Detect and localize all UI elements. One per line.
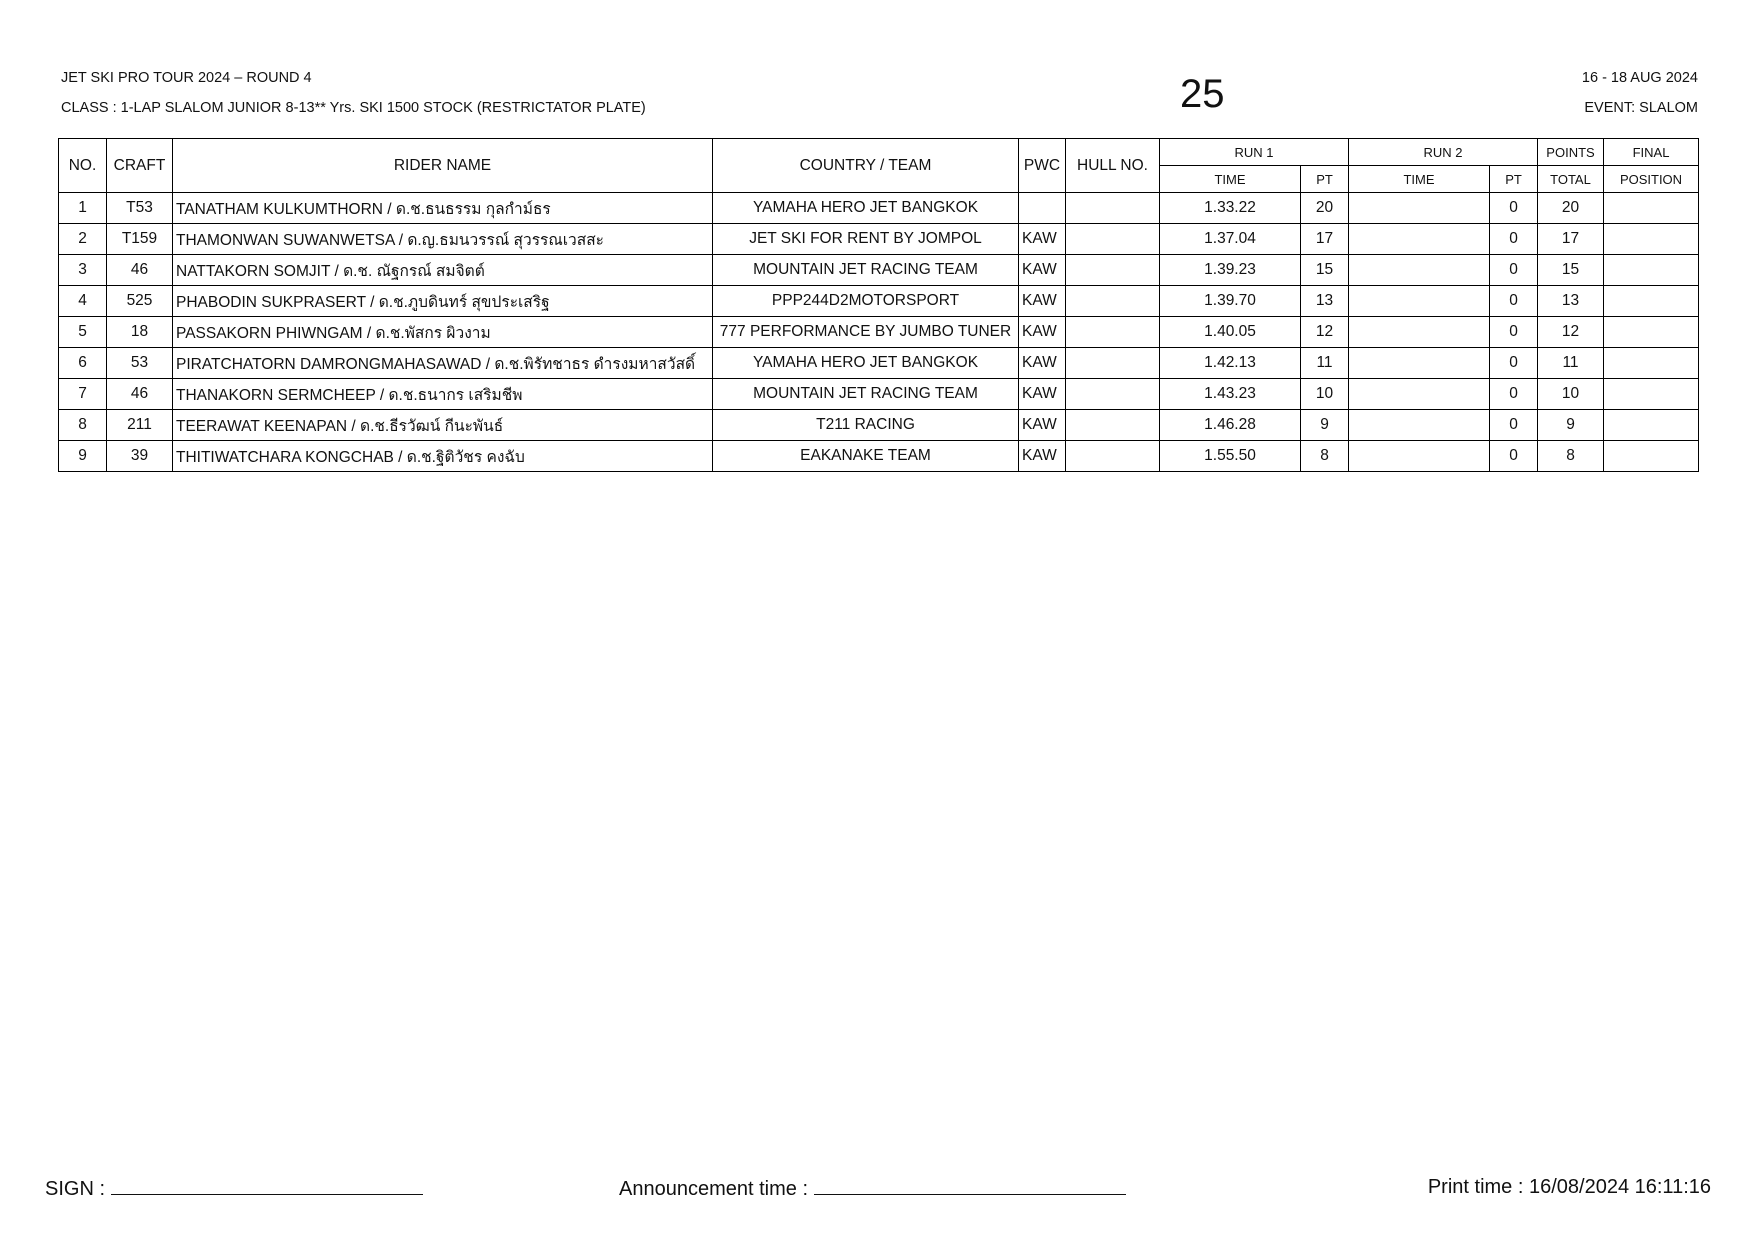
table-row	[59, 441, 1699, 472]
cell-rider-name: PASSAKORN PHIWNGAM / ด.ช.พัสกร ผิวงาม	[173, 317, 713, 348]
cell-pwc: KAW	[1019, 441, 1066, 472]
cell-rider-name: NATTAKORN SOMJIT / ด.ช. ณัฐกรณ์ สมจิตต์	[173, 255, 713, 286]
cell-rider-name: THITIWATCHARA KONGCHAB / ด.ช.ฐิติวัชร คงฉับ	[173, 441, 713, 472]
cell-run1-pt: 17	[1301, 224, 1349, 255]
cell-run1-pt: 20	[1301, 193, 1349, 224]
page-number: 25	[1180, 72, 1225, 116]
cell-points-total: 20	[1538, 193, 1604, 224]
cell-pwc: KAW	[1019, 410, 1066, 441]
cell-run1-pt: 9	[1301, 410, 1349, 441]
cell-final-position	[1604, 224, 1699, 255]
cell-run1-time: 1.37.04	[1160, 224, 1301, 255]
cell-no: 6	[59, 348, 107, 379]
cell-no: 9	[59, 441, 107, 472]
cell-run1-pt: 10	[1301, 379, 1349, 410]
cell-country-team: JET SKI FOR RENT BY JOMPOL	[713, 224, 1019, 255]
cell-rider-name: PIRATCHATORN DAMRONGMAHASAWAD / ด.ช.พิรัทชาธร ดำรงมหาสวัสดิ์	[173, 348, 713, 379]
sign-label: SIGN :	[45, 1178, 106, 1200]
cell-hull-no	[1066, 286, 1160, 317]
cell-run1-time: 1.55.50	[1160, 441, 1301, 472]
cell-final-position	[1604, 348, 1699, 379]
table-row	[59, 193, 1699, 224]
cell-country-team: YAMAHA HERO JET BANGKOK	[713, 193, 1019, 224]
header-points: POINTS	[1538, 139, 1604, 166]
cell-run2-pt: 0	[1490, 410, 1538, 441]
cell-run2-time	[1349, 379, 1490, 410]
cell-points-total: 9	[1538, 410, 1604, 441]
cell-run2-time	[1349, 348, 1490, 379]
cell-final-position	[1604, 286, 1699, 317]
cell-hull-no	[1066, 379, 1160, 410]
announcement-label: Announcement time :	[619, 1178, 808, 1200]
cell-pwc: KAW	[1019, 317, 1066, 348]
cell-rider-name: TEERAWAT KEENAPAN / ด.ช.ธีรวัฒน์ กีนะพันธ์	[173, 410, 713, 441]
header-no: NO.	[59, 139, 107, 193]
announcement-underline	[814, 1176, 1126, 1195]
cell-country-team: T211 RACING	[713, 410, 1019, 441]
cell-rider-name: TANATHAM KULKUMTHORN / ด.ช.ธนธรรม กุลกำม์ธร	[173, 193, 713, 224]
cell-hull-no	[1066, 348, 1160, 379]
header-craft: CRAFT	[107, 139, 173, 193]
table-row	[59, 224, 1699, 255]
cell-run2-time	[1349, 286, 1490, 317]
cell-country-team: MOUNTAIN JET RACING TEAM	[713, 255, 1019, 286]
cell-craft: 46	[107, 255, 173, 286]
cell-final-position	[1604, 255, 1699, 286]
cell-run1-time: 1.43.23	[1160, 379, 1301, 410]
print-time: Print time : 16/08/2024 16:11:16	[1427, 1176, 1711, 1198]
cell-run2-pt: 0	[1490, 255, 1538, 286]
header-total: TOTAL	[1538, 166, 1604, 193]
cell-hull-no	[1066, 317, 1160, 348]
cell-run2-time	[1349, 255, 1490, 286]
sign-line	[45, 1176, 423, 1201]
cell-final-position	[1604, 441, 1699, 472]
cell-country-team: EAKANAKE TEAM	[713, 441, 1019, 472]
cell-run1-time: 1.33.22	[1160, 193, 1301, 224]
cell-run2-time	[1349, 317, 1490, 348]
header-run1-pt: PT	[1301, 166, 1349, 193]
event-type: EVENT: SLALOM	[1584, 100, 1698, 116]
cell-rider-name: PHABODIN SUKPRASERT / ด.ช.ภูบดินทร์ สุขประเสริฐ	[173, 286, 713, 317]
cell-no: 1	[59, 193, 107, 224]
cell-craft: 39	[107, 441, 173, 472]
cell-no: 3	[59, 255, 107, 286]
cell-country-team: MOUNTAIN JET RACING TEAM	[713, 379, 1019, 410]
cell-run2-time	[1349, 193, 1490, 224]
cell-rider-name: THAMONWAN SUWANWETSA / ด.ญ.ธมนวรรณ์ สุวรรณเวสสะ	[173, 224, 713, 255]
announcement-line	[619, 1176, 1126, 1201]
header-final: FINAL	[1604, 139, 1699, 166]
cell-hull-no	[1066, 255, 1160, 286]
cell-points-total: 12	[1538, 317, 1604, 348]
cell-run2-pt: 0	[1490, 193, 1538, 224]
header-run-1: RUN 1	[1160, 139, 1349, 166]
table-row	[59, 286, 1699, 317]
table-row	[59, 255, 1699, 286]
cell-hull-no	[1066, 441, 1160, 472]
cell-run2-time	[1349, 441, 1490, 472]
cell-final-position	[1604, 317, 1699, 348]
cell-run1-time: 1.42.13	[1160, 348, 1301, 379]
table-row	[59, 317, 1699, 348]
cell-run2-pt: 0	[1490, 224, 1538, 255]
cell-run1-time: 1.40.05	[1160, 317, 1301, 348]
cell-run2-pt: 0	[1490, 348, 1538, 379]
cell-hull-no	[1066, 193, 1160, 224]
class-line: CLASS : 1-LAP SLALOM JUNIOR 8-13** Yrs. SKI 1500 STOCK (RESTRICTATOR PLATE)	[61, 100, 646, 116]
cell-points-total: 13	[1538, 286, 1604, 317]
cell-country-team: 777 PERFORMANCE BY JUMBO TUNER	[713, 317, 1019, 348]
cell-run1-pt: 15	[1301, 255, 1349, 286]
cell-run1-pt: 8	[1301, 441, 1349, 472]
event-title: JET SKI PRO TOUR 2024 – ROUND 4	[61, 70, 312, 86]
cell-run1-time: 1.46.28	[1160, 410, 1301, 441]
sign-underline	[111, 1176, 423, 1195]
cell-run2-time	[1349, 410, 1490, 441]
cell-final-position	[1604, 410, 1699, 441]
cell-country-team: PPP244D2MOTORSPORT	[713, 286, 1019, 317]
cell-no: 8	[59, 410, 107, 441]
header-country-team: COUNTRY / TEAM	[713, 139, 1019, 193]
cell-run2-pt: 0	[1490, 317, 1538, 348]
cell-craft: T159	[107, 224, 173, 255]
cell-run1-pt: 11	[1301, 348, 1349, 379]
header-run1-time: TIME	[1160, 166, 1301, 193]
cell-pwc: KAW	[1019, 224, 1066, 255]
cell-no: 5	[59, 317, 107, 348]
header-run2-time: TIME	[1349, 166, 1490, 193]
cell-pwc: KAW	[1019, 286, 1066, 317]
cell-run1-pt: 13	[1301, 286, 1349, 317]
cell-run2-time	[1349, 224, 1490, 255]
cell-run2-pt: 0	[1490, 286, 1538, 317]
cell-points-total: 10	[1538, 379, 1604, 410]
cell-run1-pt: 12	[1301, 317, 1349, 348]
cell-run1-time: 1.39.70	[1160, 286, 1301, 317]
cell-craft: T53	[107, 193, 173, 224]
cell-craft: 46	[107, 379, 173, 410]
header-rider-name: RIDER NAME	[173, 139, 713, 193]
header-hull-no: HULL NO.	[1066, 139, 1160, 193]
cell-hull-no	[1066, 224, 1160, 255]
cell-rider-name: THANAKORN SERMCHEEP / ด.ช.ธนากร เสริมชีพ	[173, 379, 713, 410]
cell-no: 2	[59, 224, 107, 255]
cell-craft: 18	[107, 317, 173, 348]
cell-country-team: YAMAHA HERO JET BANGKOK	[713, 348, 1019, 379]
cell-points-total: 8	[1538, 441, 1604, 472]
cell-pwc: KAW	[1019, 379, 1066, 410]
cell-pwc: KAW	[1019, 255, 1066, 286]
cell-pwc: KAW	[1019, 348, 1066, 379]
results-body	[59, 193, 1699, 472]
cell-run2-pt: 0	[1490, 441, 1538, 472]
cell-no: 4	[59, 286, 107, 317]
header-pwc: PWC	[1019, 139, 1066, 193]
results-table	[58, 138, 1699, 472]
cell-no: 7	[59, 379, 107, 410]
header-run-2: RUN 2	[1349, 139, 1538, 166]
cell-run1-time: 1.39.23	[1160, 255, 1301, 286]
cell-craft: 211	[107, 410, 173, 441]
cell-craft: 53	[107, 348, 173, 379]
cell-hull-no	[1066, 410, 1160, 441]
event-dates: 16 - 18 AUG 2024	[1581, 70, 1698, 86]
header-position: POSITION	[1604, 166, 1699, 193]
cell-points-total: 15	[1538, 255, 1604, 286]
cell-points-total: 11	[1538, 348, 1604, 379]
cell-points-total: 17	[1538, 224, 1604, 255]
cell-run2-pt: 0	[1490, 379, 1538, 410]
cell-final-position	[1604, 379, 1699, 410]
table-row	[59, 348, 1699, 379]
cell-final-position	[1604, 193, 1699, 224]
cell-craft: 525	[107, 286, 173, 317]
table-row	[59, 379, 1699, 410]
table-row	[59, 410, 1699, 441]
cell-pwc	[1019, 193, 1066, 224]
header-run2-pt: PT	[1490, 166, 1538, 193]
